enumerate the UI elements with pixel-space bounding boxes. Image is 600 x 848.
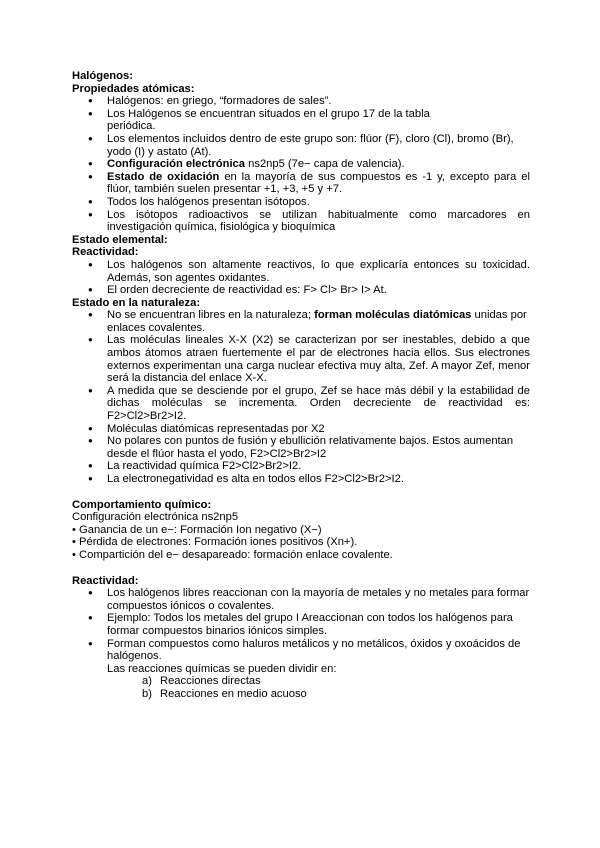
sublist-mark: b) (142, 687, 152, 700)
list-item: ● La electronegatividad es alta en todos ellos F2>Cl2>Br2>I2. (72, 473, 530, 486)
list-item: ● Forman compuestos como haluros metálicos y no metálicos, óxidos y oxoácidos de halógenos. (72, 638, 530, 663)
text-line: • Ganancia de un e−: Formación Ion negativo (X−) (72, 523, 322, 536)
list-item: ● Los elementos incluidos dentro de este grupo son: flúor (F), cloro (Cl), bromo (Br), yodo (I) y astato (At). (72, 133, 530, 158)
list-item: ● Los halógenos libres reaccionan con la mayoría de metales y no metales para formar compuestos iónicos o covalentes. (72, 587, 530, 612)
text-line: Configuración electrónica ns2np5 (72, 511, 239, 524)
list-item: ● Los Halógenos se encuentran situados en el grupo 17 de la tabla periódica. (72, 108, 479, 133)
list-item-text: en la mayoría de sus compuestos es -1 y, excepto para el flúor, también suelen presentar +1, +3, +5 y +7. (107, 170, 531, 196)
list-item (72, 309, 530, 334)
page-title: Halógenos: (72, 70, 133, 82)
bold-term: Estado de oxidación (107, 170, 220, 183)
heading-reactividad: Reactividad: (72, 246, 139, 259)
list-item: ● Halógenos: en griego, “formadores de sales”. (72, 95, 530, 108)
list-item: ● Los isótopos radioactivos se utilizan habitualmente como marcadores en investigación química, fisiológica y bioquímica (72, 209, 530, 234)
heading-propiedades: Propiedades atómicas: (72, 82, 195, 95)
list-item (72, 158, 530, 171)
spacer (72, 486, 530, 499)
bold-term: forman moléculas diatómicas (314, 309, 472, 322)
list-item: ● Las moléculas lineales X-X (X2) se caracterizan por ser inestables, debido a que ambos átomos atraen fuertemente el par de electrones hacia ellos. Sus electrones externos experimentan una carga nuclear efectiva muy alta, Zef. A mayor Zef, menor será la distancia del enlace X-X. (72, 334, 530, 384)
document-page (72, 70, 530, 701)
list-item: ● Todos los halógenos presentan isótopos. (72, 196, 530, 209)
bold-term: Configuración electrónica (107, 158, 246, 171)
sublist-mark: a) (142, 675, 152, 688)
list-item: ● A medida que se desciende por el grupo, Zef se hace más débil y la estabilidad de dichas moléculas se incrementa. Orden decreciente de reactividad es: F2>Cl2>Br2>I2. (72, 385, 530, 423)
list-item: ● El orden decreciente de reactividad es: F> Cl> Br> I> At. (72, 284, 530, 297)
list-item-text: unidas por enlaces covalentes. (107, 309, 527, 334)
list-reactividad (72, 259, 530, 297)
note-text: Las reacciones químicas se pueden dividir en: (107, 662, 337, 675)
list-item: ● Los halógenos son altamente reactivos, lo que explicaría entonces su toxicidad. Además, son agentes oxidantes. (72, 259, 530, 284)
list-item: ● La reactividad química F2>Cl2>Br2>I2. (72, 460, 530, 473)
heading-comportamiento: Comportamiento químico: (72, 498, 212, 511)
list-item (72, 171, 530, 196)
list-item: ● Ejemplo: Todos los metales del grupo I Areaccionan con todos los halógenos para formar compuestos binarios iónicos simples. (72, 612, 530, 637)
list-item-text: No se encuentran libres en la naturaleza; (107, 309, 315, 322)
sublist-item (72, 688, 530, 701)
heading-estado-elemental: Estado elemental: (72, 233, 168, 246)
list-item: ● No polares con puntos de fusión y ebullición relativamente bajos. Estos aumentan desde el flúor hasta el yodo, F2>Cl2>Br2>I2 (72, 435, 530, 460)
sublist-item (72, 675, 530, 688)
text-line: • Pérdida de electrones: Formación iones positivos (Xn+). (72, 536, 358, 549)
sublist (72, 675, 530, 700)
heading-naturaleza: Estado en la naturaleza: (72, 296, 201, 309)
spacer (72, 562, 530, 575)
heading-reactividad-2: Reactividad: (72, 574, 139, 587)
list-naturaleza (72, 309, 530, 485)
list-item-text: ns2np5 (7e− capa de valencia). (245, 158, 405, 171)
sublist-text: Reacciones directas (160, 675, 261, 688)
list-propiedades (72, 95, 530, 234)
text-line: • Compartición del e− desapareado: formación enlace covalente. (72, 548, 393, 561)
sublist-text: Reacciones en medio acuoso (160, 687, 307, 700)
list-reactividad-2 (72, 587, 530, 663)
list-item: ● Moléculas diatómicas representadas por X2 (72, 423, 530, 436)
